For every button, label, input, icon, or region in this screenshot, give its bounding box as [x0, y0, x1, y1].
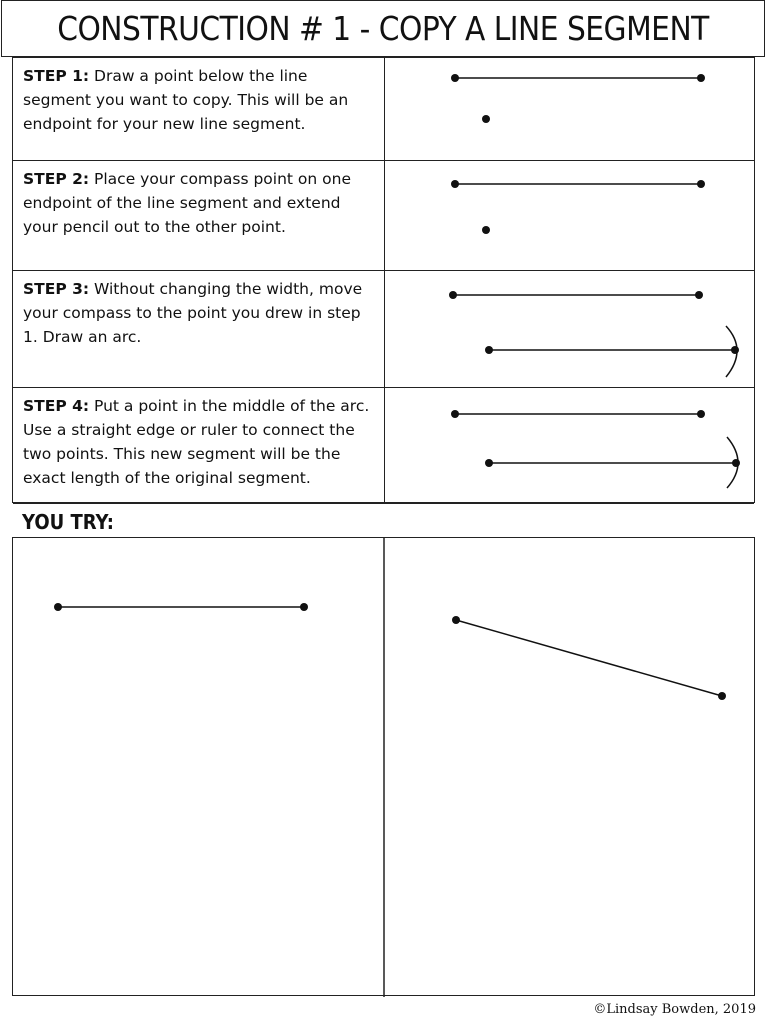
endpoint-b [695, 291, 703, 299]
endpoint-b [697, 180, 705, 188]
step-2-instruction: Place your compass point on one endpoint of the line segment and extend your pencil out to the other point. [23, 170, 351, 236]
new-point [482, 115, 490, 123]
copyright-footer: ©Lindsay Bowden, 2019 [593, 1002, 756, 1017]
endpoint-a [451, 74, 459, 82]
new-point [485, 346, 493, 354]
endpoint-a [449, 291, 457, 299]
new-point [485, 459, 493, 467]
endpoint-a [451, 180, 459, 188]
step-3-instruction: Without changing the width, move your compass to the point you drew in step 1. Draw an arc. [23, 280, 363, 346]
endpoint-b [697, 410, 705, 418]
step-1-label: STEP 1: [23, 67, 90, 85]
step-2-label: STEP 2: [23, 170, 90, 188]
steps-table [12, 57, 755, 503]
step-4-instruction: Put a point in the middle of the arc. Use a straight edge or ruler to connect the two points. This new segment will be the exact length of the original segment. [23, 397, 370, 487]
step-4-text [23, 394, 375, 490]
step-1-text [23, 64, 375, 136]
step-2-diagram [386, 161, 754, 271]
step-4-diagram [386, 388, 754, 504]
practice-2-endpoint-a [452, 616, 460, 624]
step-3-diagram [386, 271, 754, 388]
practice-1-endpoint-a [54, 603, 62, 611]
page-title: CONSTRUCTION # 1 - COPY A LINE SEGMENT [57, 9, 709, 48]
practice-2-endpoint-b [718, 692, 726, 700]
step-1-instruction: Draw a point below the line segment you want to copy. This will be an endpoint for your new line segment. [23, 67, 349, 133]
endpoint-b [697, 74, 705, 82]
arc-point [731, 346, 739, 354]
you-try-label: YOU TRY: [22, 510, 115, 534]
column-divider [384, 58, 385, 502]
endpoint-a [451, 410, 459, 418]
practice-segment-2 [456, 620, 722, 696]
step-3-label: STEP 3: [23, 280, 90, 298]
step-2-text [23, 167, 375, 239]
title-box [1, 0, 765, 57]
new-point [482, 226, 490, 234]
step-4-label: STEP 4: [23, 397, 90, 415]
step-3-text [23, 277, 375, 349]
arc-point [732, 459, 740, 467]
step-1-diagram [386, 58, 754, 161]
practice-box [12, 537, 755, 996]
practice-diagram [13, 538, 756, 997]
practice-1-endpoint-b [300, 603, 308, 611]
